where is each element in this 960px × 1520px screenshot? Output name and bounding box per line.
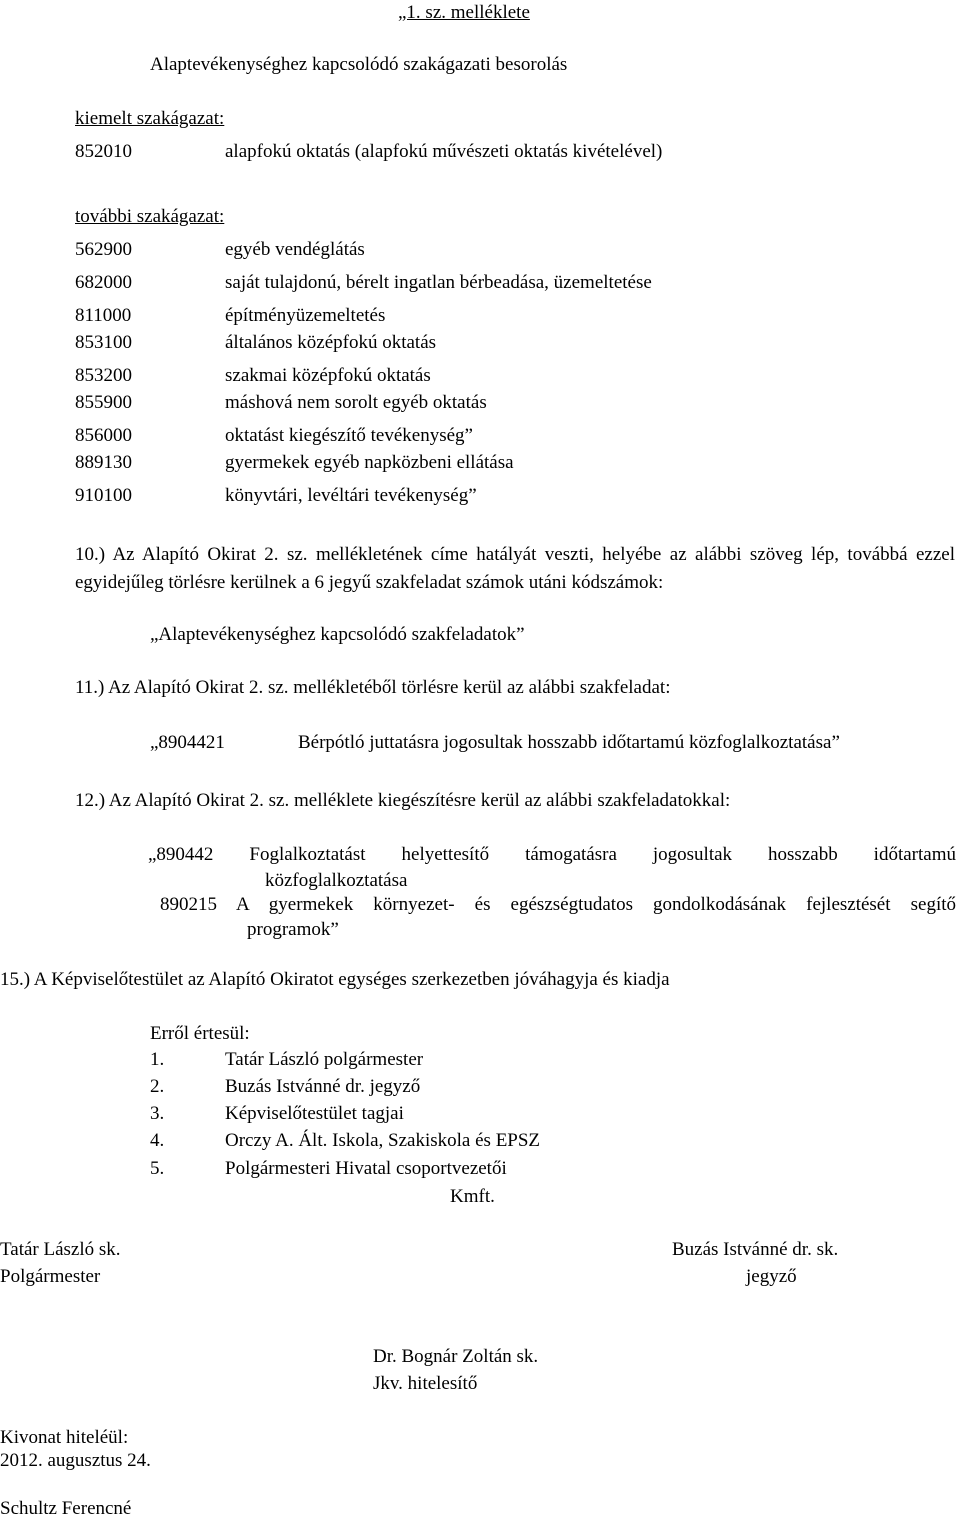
paragraph-12-item-2: 890215 A gyermekek környezet- és egészségtudatos gondolkodásának fejlesztését segítő — [160, 894, 956, 915]
paragraph-12-item-1: „890442 Foglalkoztatást helyettesítő támogatásra jogosultak hosszabb időtartamú — [148, 844, 956, 865]
main-sector-row — [0, 141, 960, 165]
sector-desc: szakmai középfokú oktatás — [225, 365, 431, 386]
sector-row — [0, 365, 960, 389]
notify-text: Polgármesteri Hivatal csoportvezetői — [225, 1158, 507, 1179]
sector-code: 682000 — [75, 272, 132, 293]
notify-num: 5. — [150, 1158, 165, 1179]
sector-desc: máshová nem sorolt egyéb oktatás — [225, 392, 487, 413]
notify-num: 1. — [150, 1049, 165, 1070]
notify-text: Képviselőtestület tagjai — [225, 1103, 404, 1124]
sector-row — [0, 332, 960, 356]
notify-heading: Erről értesül: — [150, 1023, 250, 1044]
sector-desc: gyermekek egyéb napközbeni ellátása — [225, 452, 514, 473]
sector-code: 811000 — [75, 305, 132, 326]
sector-row — [0, 485, 960, 509]
main-sector-desc: alapfokú oktatás (alapfokú művészeti oktatás kivételével) — [225, 141, 663, 162]
notify-item — [0, 1103, 960, 1127]
notify-item — [0, 1076, 960, 1100]
paragraph-11-item — [0, 732, 960, 756]
notify-text: Tatár László polgármester — [225, 1049, 424, 1070]
sector-code: 853200 — [75, 365, 132, 386]
sector-row — [0, 392, 960, 416]
sector-row — [0, 425, 960, 449]
sector-code: 855900 — [75, 392, 132, 413]
signature-left-name: Tatár László sk. — [0, 1239, 121, 1260]
notify-num: 3. — [150, 1103, 165, 1124]
sector-code: 853100 — [75, 332, 132, 353]
notify-item — [0, 1049, 960, 1073]
notify-item — [0, 1130, 960, 1154]
sector-desc: általános középfokú oktatás — [225, 332, 437, 353]
signature-right-name: Buzás Istvánné dr. sk. — [672, 1239, 839, 1260]
sector-desc: oktatást kiegészítő tevékenység” — [225, 425, 473, 446]
extract-label: Kivonat hiteléül: — [0, 1427, 129, 1448]
sector-row — [0, 272, 960, 296]
sector-desc: saját tulajdonú, bérelt ingatlan bérbeadása, üzemeltetése — [225, 272, 652, 293]
annex-title: „1. sz. melléklete — [398, 2, 530, 23]
other-sector-heading: további szakágazat: — [75, 206, 225, 227]
paragraph-12-item-1-cont: közfoglalkoztatása — [265, 870, 408, 891]
sector-code: 889130 — [75, 452, 132, 473]
paragraph-12-item-2-cont: programok” — [247, 919, 339, 940]
paragraph-10: 10.) Az Alapító Okirat 2. sz. mellékletének címe hatályát veszti, helyébe az alábbi szöveg lép, továbbá ezzel egyidejűleg törlésre kerülnek a 6 jegyű szakfeladat számok utáni kódszámok: — [75, 544, 955, 593]
signature-right-title: jegyző — [746, 1266, 797, 1287]
paragraph-15: 15.) A Képviselőtestület az Alapító Okiratot egységes szerkezetben jóváhagyja és kiadja — [0, 969, 670, 990]
paragraph-11: 11.) Az Alapító Okirat 2. sz. mellékletéből törlésre kerül az alábbi szakfeladat: — [75, 677, 671, 698]
sector-desc: egyéb vendéglátás — [225, 239, 365, 260]
extract-date: 2012. augusztus 24. — [0, 1450, 151, 1471]
paragraph-11-desc: Bérpótló juttatásra jogosultak hosszabb időtartamú közfoglalkoztatása” — [298, 732, 840, 753]
sector-code: 562900 — [75, 239, 132, 260]
sector-code: 910100 — [75, 485, 132, 506]
paragraph-10-quote: „Alaptevékenységhez kapcsolódó szakfeladatok” — [150, 624, 525, 645]
notify-num: 4. — [150, 1130, 165, 1151]
section-title: Alaptevékenységhez kapcsolódó szakágazati besorolás — [150, 54, 568, 75]
paragraph-12: 12.) Az Alapító Okirat 2. sz. melléklete kiegészítésre kerül az alábbi szakfeladatokkal: — [75, 790, 731, 811]
notify-text: Orczy A. Ált. Iskola, Szakiskola és EPSZ — [225, 1130, 541, 1151]
main-sector-heading: kiemelt szakágazat: — [75, 108, 225, 129]
paragraph-11-code: „8904421 — [150, 732, 225, 753]
sector-row — [0, 239, 960, 263]
sector-desc: építményüzemeltetés — [225, 305, 386, 326]
sector-row — [0, 452, 960, 476]
signature-center-name: Dr. Bognár Zoltán sk. — [373, 1346, 539, 1367]
signature-center-title: Jkv. hitelesítő — [373, 1373, 478, 1394]
sector-row — [0, 305, 960, 329]
sector-code: 856000 — [75, 425, 132, 446]
notify-text: Buzás Istvánné dr. jegyző — [225, 1076, 421, 1097]
sector-desc: könyvtári, levéltári tevékenység” — [225, 485, 477, 506]
kmft-label: Kmft. — [450, 1186, 495, 1207]
signature-left-title: Polgármester — [0, 1266, 101, 1287]
notify-num: 2. — [150, 1076, 165, 1097]
notify-item — [0, 1158, 960, 1182]
main-sector-code: 852010 — [75, 141, 132, 162]
extract-name: Schultz Ferencné — [0, 1498, 132, 1519]
